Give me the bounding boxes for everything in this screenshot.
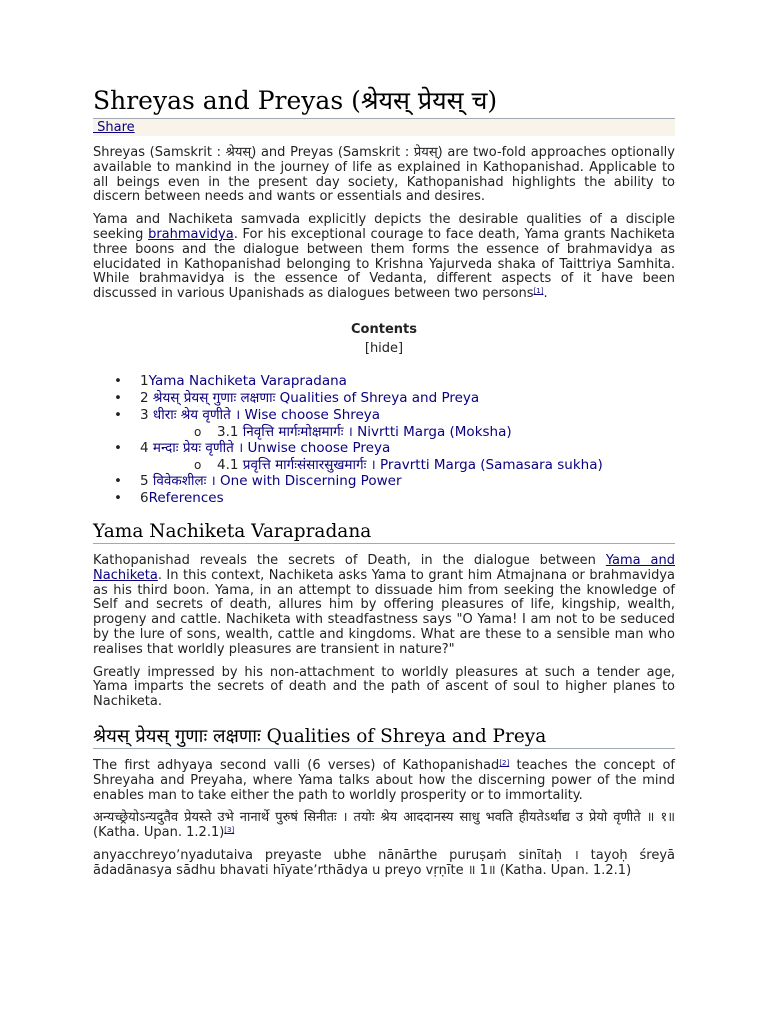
toc-item-2[interactable]: • 2 श्रेयस् प्रेयस् गुणाः लक्षणाः Qualities of Shreya and Preya	[93, 390, 675, 407]
share-link[interactable]: Share	[97, 120, 135, 135]
table-of-contents	[93, 322, 675, 357]
toc-list	[93, 373, 675, 507]
sanskrit-verse: अन्यच्छ्रेयोऽन्यदुतैव प्रेयस्ते उभे नानार्थे पुरुषं सिनीतः । तयोः श्रेय आददानस्य साधु भवति हीयतेऽर्थाद्य उ प्रेयो वृणीते ॥ १॥ (Katha. Upan. 1.2.1)[3]	[93, 810, 675, 841]
verse-transliteration: anyacchreyoʼnyadutaiva preyaste ubhe nānārthe puruṣaṁ sinītaḥ । tayoḥ śreyā ādadānasya sādhu bhavati hīyateʼrthādya u preyo vṛṇīte ॥ 1॥ (Katha. Upan. 1.2.1)	[93, 847, 675, 878]
toc-title: Contents	[351, 321, 417, 337]
section1-paragraph-2: Greatly impressed by his non-attachment to worldly pleasures at such a tender age, Yama imparts the secrets of death and the path of ascent of soul to higher planes to Nachiketa.	[93, 664, 675, 710]
toc-item-5[interactable]: • 5 विवेकशीलः । One with Discerning Power	[93, 473, 675, 490]
reference-1-link[interactable]: [1]	[533, 287, 544, 296]
toc-item-6[interactable]: • 6References	[93, 490, 675, 507]
yama-and-nachiketa-link[interactable]: Yama and Nachiketa	[93, 552, 675, 583]
page-title: Shreyas and Preyas (श्रेयस् प्रेयस् च)	[93, 84, 675, 119]
section-heading-yama-nachiketa: Yama Nachiketa Varapradana	[93, 520, 675, 544]
toc-item-4[interactable]: • 4 मन्दाः प्रेयः वृणीते । Unwise choose Preya	[93, 440, 675, 457]
toc-item-4-1[interactable]: o 4.1 प्रवृत्ति मार्गःसंसारसुखमार्गः । Pravrtti Marga (Samasara sukha)	[93, 457, 675, 473]
reference-2-link[interactable]: [2]	[499, 758, 510, 767]
intro-paragraph-1: Shreyas (Samskrit : श्रेयस्) and Preyas (Samskrit : प्रेयस्) are two-fold approaches optionally available to mankind in the journey of life as explained in Kathopanishad. Applicable to all beings even in the present day society, Kathopanishad highlights the ability to discern between needs and wants or essentials and desires.	[93, 145, 675, 205]
toc-item-3-1[interactable]: o 3.1 निवृत्ति मार्गःमोक्षमार्गः । Nivrtti Marga (Moksha)	[93, 424, 675, 440]
section-heading-qualities: श्रेयस् प्रेयस् गुणाः लक्षणाः Qualities of Shreya and Preya	[93, 725, 675, 749]
toc-item-3[interactable]: • 3 धीराः श्रेय वृणीते । Wise choose Shreya	[93, 407, 675, 424]
toc-hide-toggle[interactable]: [hide]	[364, 340, 404, 356]
share-bar	[93, 119, 675, 136]
reference-3-link[interactable]: [3]	[224, 826, 235, 835]
section2-paragraph-1: The first adhyaya second valli (6 verses) of Kathopanishad[2] teaches the concept of Shreyaha and Preyaha, where Yama talks about how the discerning power of the mind enables man to take either the path to worldly prosperity or to immortality.	[93, 757, 676, 803]
toc-item-1[interactable]: • 1Yama Nachiketa Varapradana	[93, 373, 675, 390]
section1-paragraph-1: Kathopanishad reveals the secrets of Death, in the dialogue between Yama and Nachiketa. In this context, Nachiketa asks Yama to grant him Atmajnana or brahmavidya as his third boon. Yama, in an attempt to dissuade him from seeking the knowledge of Self and secrets of death, allures him by offering pleasures of life, kingship, wealth, progeny and cattle. Nachiketa with steadfastness says "O Yama! I am not to be seduced by the lure of sons, wealth, cattle and kingdoms. What are these to a sensible man who realises that worldly pleasures are transient in nature?"	[93, 552, 675, 657]
intro-paragraph-2: Yama and Nachiketa samvada explicitly depicts the desirable qualities of a disciple seeking brahmavidya. For his exceptional courage to face death, Yama grants Nachiketa three boons and the dialogue between them forms the essence of brahmavidya as elucidated in Kathopanishad belonging to Krishna Yajurveda shaka of Taittriya Samhita. While brahmavidya is the essence of Vedanta, different aspects of it have been discussed in various Upanishads as dialogues between two persons[1].	[93, 212, 675, 302]
article	[93, 0, 675, 879]
brahmavidya-link[interactable]: brahmavidya	[148, 226, 234, 242]
